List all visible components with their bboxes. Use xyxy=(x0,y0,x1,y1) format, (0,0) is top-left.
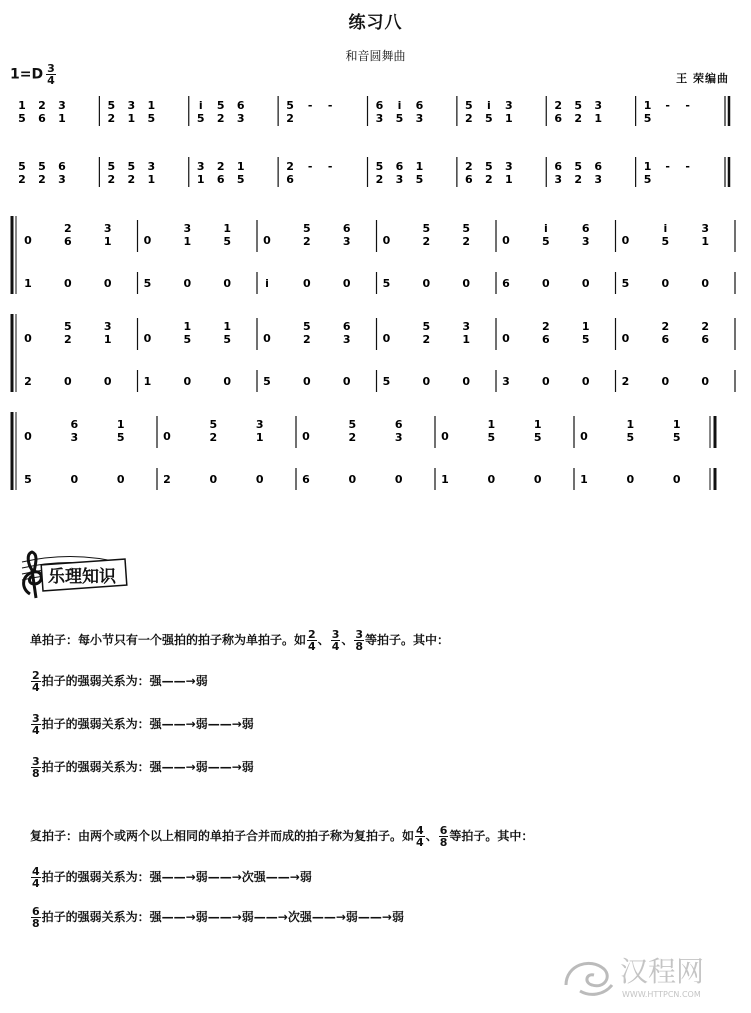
strength-chain: 强——→弱——→弱 xyxy=(149,717,254,731)
note-upper: 5 xyxy=(127,160,136,173)
note-upper: 5 xyxy=(375,160,384,173)
note-lower: 5 xyxy=(485,112,493,125)
note-upper: 2 xyxy=(216,160,225,173)
compound-meter-examples: $\frac{4}{4}$ 、 $\frac{6}{8}$ xyxy=(416,824,448,849)
note-lower: 2 xyxy=(348,431,357,444)
note-rest: 0 xyxy=(382,332,391,345)
note-upper: 1 xyxy=(18,99,26,112)
strength-chain: 强——→弱 xyxy=(149,674,208,688)
note-bass: 2 xyxy=(163,473,171,486)
page-title: 练习八 xyxy=(348,13,403,33)
note-upper: 3 xyxy=(147,160,156,173)
note-rest: 0 xyxy=(24,430,32,443)
note-rest: 0 xyxy=(441,430,449,443)
note-bass: 0 xyxy=(581,277,590,290)
note-lower: 5 xyxy=(661,235,670,248)
note-lower: 3 xyxy=(394,431,403,444)
note-lower: 3 xyxy=(342,235,351,248)
note-upper: - xyxy=(665,99,670,112)
note-lower: 6 xyxy=(554,112,563,125)
simple-meter-examples: $\frac{2}{4}$ 、 $\frac{3}{4}$ 、 $\frac{3}{8}$ xyxy=(308,628,364,653)
swan-logo-icon xyxy=(566,963,612,994)
note-bass: 0 xyxy=(672,473,681,486)
note-bass: 0 xyxy=(64,277,72,290)
note-lower: 2 xyxy=(465,112,473,125)
note-bass: 0 xyxy=(103,375,112,388)
note-rest: 0 xyxy=(502,332,510,345)
watermark-brand: 汉程网 xyxy=(620,955,705,988)
time-signature: $\frac{4}{4}$ xyxy=(32,865,40,890)
note-upper: 1 xyxy=(116,418,125,431)
note-lower: 5 xyxy=(533,431,542,444)
note-upper: 3 xyxy=(183,222,192,235)
note-upper: 6 xyxy=(70,418,79,431)
note-bass: 3 xyxy=(502,375,510,388)
note-lower: 1 xyxy=(462,333,470,346)
note-bass: 0 xyxy=(103,277,112,290)
note-bass: 0 xyxy=(255,473,264,486)
note-bass: 0 xyxy=(462,375,470,388)
note-upper: 3 xyxy=(103,222,112,235)
note-lower: 5 xyxy=(395,112,404,125)
note-bass: 1 xyxy=(143,375,152,388)
note-bass: 0 xyxy=(422,375,431,388)
note-upper: 2 xyxy=(701,320,709,333)
note-bass: 0 xyxy=(303,277,311,290)
note-upper: 1 xyxy=(183,320,192,333)
note-lower: 6 xyxy=(701,333,709,346)
note-lower: 3 xyxy=(58,173,66,186)
note-bass: 0 xyxy=(701,375,709,388)
note-bass: 0 xyxy=(342,277,351,290)
time-signature-example: $\frac{3}{4}$ xyxy=(331,628,340,653)
simple-meter-definition: 单拍子：每小节只有一个强拍的拍子称为单拍子。如 $\frac{2}{4}$ 、 $\frac{3}{4}$ 、 $\frac{3}{8}$ 等拍子。其中： xyxy=(30,628,450,653)
note-upper: 2 xyxy=(286,160,294,173)
note-lower: 1 xyxy=(505,173,513,186)
note-lower: 6 xyxy=(286,173,294,186)
note-lower: 5 xyxy=(116,431,125,444)
note-upper: 3 xyxy=(255,418,264,431)
note-lower: 5 xyxy=(223,235,231,248)
time-signature-example: $\frac{4}{4}$ xyxy=(416,824,424,849)
note-lower: 1 xyxy=(196,173,205,186)
note-lower: 6 xyxy=(465,173,473,186)
note-upper: 5 xyxy=(485,160,493,173)
time-signature: $\frac{3}{4}$ xyxy=(47,62,55,87)
note-upper: 5 xyxy=(574,99,583,112)
note-upper: - xyxy=(327,99,333,112)
note-bass: 0 xyxy=(303,375,311,388)
note-upper: 3 xyxy=(103,320,112,333)
strength-chain: 强——→弱——→次强——→弱 xyxy=(149,870,312,884)
note-lower: 5 xyxy=(18,112,26,125)
note-upper: i xyxy=(543,222,548,235)
note-upper: 1 xyxy=(626,418,635,431)
note-bass: 0 xyxy=(183,375,192,388)
note-bass: 5 xyxy=(24,473,32,486)
note-bass: 6 xyxy=(302,473,310,486)
strength-chain: 强——→弱——→弱——→次强——→弱——→弱 xyxy=(149,910,404,924)
note-bass: 5 xyxy=(621,277,630,290)
note-upper: 5 xyxy=(348,418,357,431)
note-lower: 6 xyxy=(661,333,670,346)
note-lower: 2 xyxy=(485,173,493,186)
note-lower: 5 xyxy=(672,431,681,444)
note-upper: i xyxy=(397,99,402,112)
note-lower: 5 xyxy=(196,112,205,125)
strength-relation-line: $\frac{4}{4}$ 拍子的强弱关系为：强——→弱——→次强——→弱 xyxy=(32,865,312,890)
note-lower: 2 xyxy=(574,173,583,186)
note-lower: 2 xyxy=(462,235,470,248)
note-upper: 6 xyxy=(236,99,245,112)
note-rest: 0 xyxy=(621,234,630,247)
note-upper: 5 xyxy=(107,160,116,173)
note-upper: 5 xyxy=(209,418,218,431)
note-upper: - xyxy=(665,160,670,173)
note-upper: - xyxy=(685,99,690,112)
note-bass: 2 xyxy=(621,375,630,388)
time-signature: $\frac{3}{8}$ xyxy=(32,755,40,780)
note-upper: 6 xyxy=(581,222,590,235)
note-upper: - xyxy=(307,160,313,173)
note-upper: 3 xyxy=(462,320,470,333)
note-bass: 0 xyxy=(542,375,550,388)
note-rest: 0 xyxy=(580,430,588,443)
note-bass: 0 xyxy=(661,277,670,290)
note-lower: 3 xyxy=(395,173,404,186)
note-lower: 2 xyxy=(209,431,218,444)
note-bass: 5 xyxy=(143,277,152,290)
strength-relation-line: $\frac{2}{4}$ 拍子的强弱关系为：强——→弱 xyxy=(32,669,208,694)
note-rest: 0 xyxy=(163,430,171,443)
note-upper: - xyxy=(327,160,333,173)
note-rest: 0 xyxy=(502,234,510,247)
strength-chain: 强——→弱——→弱 xyxy=(149,760,254,774)
note-lower: 3 xyxy=(236,112,245,125)
note-upper: 6 xyxy=(415,99,424,112)
strength-relation-line: $\frac{3}{8}$ 拍子的强弱关系为：强——→弱——→弱 xyxy=(32,755,254,780)
strength-relation-line: $\frac{3}{4}$ 拍子的强弱关系为：强——→弱——→弱 xyxy=(32,712,254,737)
note-lower: 2 xyxy=(127,173,136,186)
badge-label: 乐理知识 xyxy=(48,567,116,587)
note-upper: 5 xyxy=(38,160,46,173)
note-lower: 3 xyxy=(375,112,384,125)
note-upper: 6 xyxy=(394,418,403,431)
note-upper: 1 xyxy=(643,99,652,112)
note-upper: 3 xyxy=(58,99,66,112)
key-text: 1=D xyxy=(10,66,44,83)
note-upper: 2 xyxy=(554,99,563,112)
note-lower: 2 xyxy=(303,333,311,346)
note-lower: 3 xyxy=(581,235,590,248)
note-lower: 2 xyxy=(216,112,225,125)
note-upper: 5 xyxy=(422,320,431,333)
note-lower: 1 xyxy=(505,112,513,125)
note-lower: 3 xyxy=(594,173,603,186)
note-upper: 6 xyxy=(594,160,603,173)
note-upper: 5 xyxy=(303,320,311,333)
note-bass: 0 xyxy=(64,375,72,388)
note-upper: 1 xyxy=(581,320,590,333)
note-lower: 1 xyxy=(147,173,156,186)
note-rest: 0 xyxy=(621,332,630,345)
note-bass: 1 xyxy=(580,473,588,486)
note-upper: 6 xyxy=(342,320,351,333)
note-upper: 5 xyxy=(303,222,311,235)
note-upper: 5 xyxy=(462,222,470,235)
note-lower: 3 xyxy=(415,112,424,125)
note-rest: 0 xyxy=(24,332,32,345)
note-lower: 5 xyxy=(643,112,652,125)
note-upper: 2 xyxy=(465,160,473,173)
note-bass: 0 xyxy=(542,277,550,290)
note-lower: 2 xyxy=(18,173,26,186)
note-bass: 0 xyxy=(626,473,635,486)
note-lower: 5 xyxy=(643,173,652,186)
note-lower: 2 xyxy=(303,235,311,248)
note-lower: 6 xyxy=(38,112,46,125)
note-upper: 6 xyxy=(342,222,351,235)
time-signature: $\frac{6}{8}$ xyxy=(32,905,40,930)
note-upper: 3 xyxy=(701,222,709,235)
note-bass: 0 xyxy=(661,375,670,388)
note-lower: 3 xyxy=(70,431,79,444)
note-upper: 6 xyxy=(554,160,563,173)
note-upper: 5 xyxy=(18,160,26,173)
note-lower: 1 xyxy=(594,112,603,125)
note-lower: 1 xyxy=(127,112,136,125)
note-bass: i xyxy=(265,277,269,290)
note-bass: 0 xyxy=(342,375,351,388)
note-upper: i xyxy=(486,99,491,112)
note-bass: 0 xyxy=(183,277,192,290)
note-upper: 1 xyxy=(415,160,424,173)
note-lower: 1 xyxy=(103,235,112,248)
note-upper: 3 xyxy=(505,99,513,112)
note-upper: 3 xyxy=(196,160,205,173)
note-lower: 2 xyxy=(38,173,46,186)
note-rest: 0 xyxy=(143,234,152,247)
note-bass: 5 xyxy=(263,375,271,388)
note-bass: 0 xyxy=(223,375,231,388)
compound-meter-definition: 复拍子：由两个或两个以上相同的单拍子合并而成的拍子称为复拍子。如 $\frac{4}{4}$ 、 $\frac{6}{8}$ 等拍子。其中： xyxy=(30,824,534,849)
note-upper: 6 xyxy=(395,160,404,173)
note-upper: 1 xyxy=(223,222,231,235)
note-bass: 0 xyxy=(422,277,431,290)
note-lower: 2 xyxy=(64,333,72,346)
note-bass: 0 xyxy=(348,473,357,486)
note-bass: 0 xyxy=(581,375,590,388)
note-upper: 2 xyxy=(542,320,550,333)
note-upper: 1 xyxy=(147,99,156,112)
note-upper: 5 xyxy=(64,320,72,333)
note-lower: 6 xyxy=(216,173,225,186)
note-upper: 3 xyxy=(127,99,136,112)
note-upper: 5 xyxy=(286,99,294,112)
note-upper: - xyxy=(307,99,313,112)
note-lower: 2 xyxy=(422,333,431,346)
note-lower: 5 xyxy=(581,333,590,346)
note-upper: i xyxy=(663,222,668,235)
note-upper: 2 xyxy=(64,222,72,235)
note-upper: 2 xyxy=(38,99,46,112)
note-lower: 5 xyxy=(183,333,192,346)
note-upper: 6 xyxy=(375,99,384,112)
note-bass: 0 xyxy=(70,473,79,486)
note-lower: 2 xyxy=(107,112,116,125)
note-lower: 2 xyxy=(422,235,431,248)
time-signature: $\frac{3}{4}$ xyxy=(32,712,40,737)
time-signature-example: $\frac{6}{8}$ xyxy=(439,824,448,849)
note-lower: 6 xyxy=(542,333,550,346)
note-lower: 1 xyxy=(183,235,192,248)
note-upper: 1 xyxy=(533,418,542,431)
time-signature-example: $\frac{3}{8}$ xyxy=(355,628,364,653)
note-bass: 1 xyxy=(441,473,449,486)
note-lower: 5 xyxy=(415,173,424,186)
note-upper: 1 xyxy=(643,160,652,173)
note-bass: 5 xyxy=(382,375,391,388)
strength-relation-line: $\frac{6}{8}$ 拍子的强弱关系为：强——→弱——→弱——→次强——→弱——→弱 xyxy=(32,905,404,930)
note-bass: 2 xyxy=(24,375,32,388)
note-lower: 5 xyxy=(236,173,245,186)
note-bass: 6 xyxy=(502,277,510,290)
note-lower: 1 xyxy=(58,112,66,125)
time-signature: $\frac{2}{4}$ xyxy=(32,669,40,694)
note-upper: 5 xyxy=(465,99,473,112)
note-bass: 1 xyxy=(24,277,32,290)
note-rest: 0 xyxy=(143,332,152,345)
note-lower: 1 xyxy=(701,235,709,248)
note-lower: 2 xyxy=(286,112,294,125)
note-lower: 1 xyxy=(255,431,264,444)
note-bass: 0 xyxy=(462,277,470,290)
piece-subtitle: 和音圆舞曲 xyxy=(345,49,406,63)
note-rest: 0 xyxy=(382,234,391,247)
note-rest: 0 xyxy=(263,332,271,345)
note-bass: 0 xyxy=(223,277,231,290)
note-lower: 5 xyxy=(487,431,496,444)
note-lower: 1 xyxy=(103,333,112,346)
note-upper: 2 xyxy=(661,320,670,333)
note-upper: 5 xyxy=(107,99,116,112)
note-bass: 0 xyxy=(487,473,496,486)
note-upper: i xyxy=(198,99,203,112)
time-signature-example: $\frac{2}{4}$ xyxy=(308,628,316,653)
note-bass: 0 xyxy=(116,473,125,486)
note-upper: 3 xyxy=(505,160,513,173)
note-lower: 5 xyxy=(223,333,231,346)
site-watermark xyxy=(560,945,740,1003)
note-lower: 5 xyxy=(542,235,550,248)
note-lower: 2 xyxy=(574,112,583,125)
note-rest: 0 xyxy=(263,234,271,247)
note-lower: 2 xyxy=(107,173,116,186)
note-upper: 5 xyxy=(216,99,225,112)
note-lower: 5 xyxy=(626,431,635,444)
note-upper: - xyxy=(685,160,690,173)
note-lower: 2 xyxy=(375,173,384,186)
note-bass: 0 xyxy=(394,473,403,486)
note-bass: 0 xyxy=(209,473,218,486)
note-lower: 5 xyxy=(147,112,156,125)
note-upper: 5 xyxy=(574,160,583,173)
note-bass: 0 xyxy=(701,277,709,290)
note-lower: 3 xyxy=(554,173,563,186)
note-upper: 5 xyxy=(422,222,431,235)
note-upper: 6 xyxy=(58,160,66,173)
note-bass: 5 xyxy=(382,277,391,290)
note-lower: 3 xyxy=(342,333,351,346)
music-theory-badge xyxy=(14,548,130,600)
note-bass: 0 xyxy=(533,473,542,486)
composer-credit: 王 荣编曲 xyxy=(676,72,729,85)
note-upper: 1 xyxy=(223,320,231,333)
note-lower: 6 xyxy=(64,235,72,248)
note-rest: 0 xyxy=(302,430,310,443)
note-upper: 3 xyxy=(594,99,603,112)
watermark-url: WWW.HTTPCN.COM xyxy=(622,990,701,999)
note-rest: 0 xyxy=(24,234,32,247)
note-upper: 1 xyxy=(672,418,681,431)
note-upper: 1 xyxy=(236,160,245,173)
note-upper: 1 xyxy=(487,418,496,431)
